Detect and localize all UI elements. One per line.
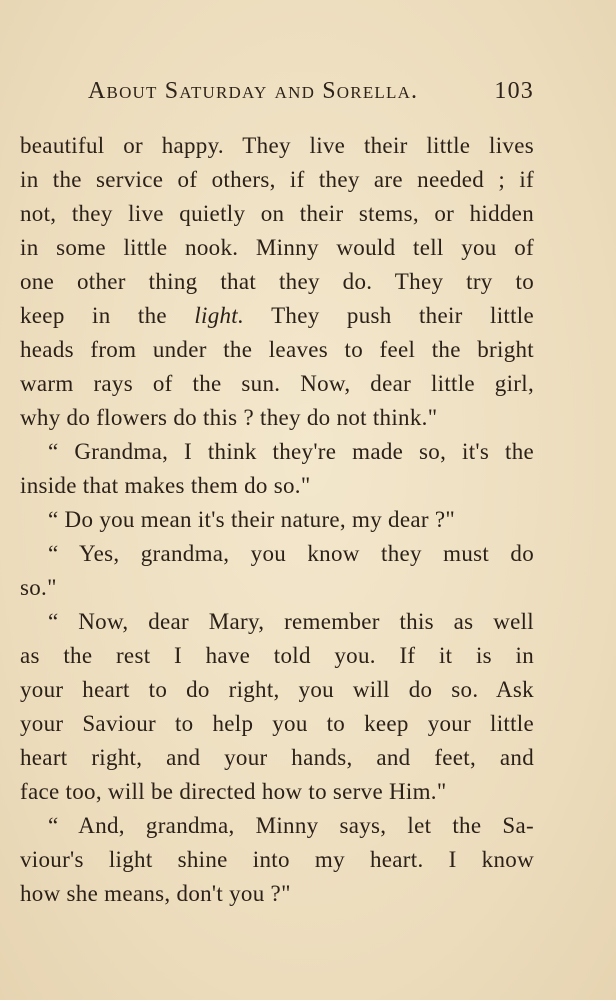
text-line: warm rays of the sun. Now, dear little girl, [20,371,534,396]
text-line: so." [20,575,57,600]
text-line: “ Grandma, I think they're made so, it's the [48,439,534,464]
text-line: “ Yes, grandma, you know they must do [48,541,534,566]
running-head [88,78,534,105]
text-line: in the service of others, if they are needed ; if [20,167,534,192]
text-line: why do flowers do this ? they do not think." [20,405,438,430]
text-line: how she means, don't you ?" [20,881,291,906]
text-line: “ Do you mean it's their nature, my dear ?" [48,507,456,532]
italic-word: light. [194,303,245,328]
text-line: beautiful or happy. They live their little lives [20,133,534,158]
text-line: viour's light shine into my heart. I know [20,847,534,872]
text-line: “ And, grandma, Minny says, let the Sa- [48,813,534,838]
text-line: as the rest I have told you. If it is in [20,643,534,668]
text-line: not, they live quietly on their stems, or hidden [20,201,534,226]
text-line [20,299,534,333]
text-line: heart right, and your hands, and feet, and [20,745,534,770]
body-text [20,129,534,911]
text-line: “ Now, dear Mary, remember this as well [48,609,534,634]
text-line: one other thing that they do. They try to [20,269,534,294]
page-number: 103 [494,78,534,104]
text-line: heads from under the leaves to feel the bright [20,337,534,362]
text-line: inside that makes them do so." [20,473,311,498]
text-segment: They push their little [271,303,534,328]
chapter-title: About Saturday and Sorella. [88,78,419,104]
text-line: your Saviour to help you to keep your little [20,711,534,736]
text-line: your heart to do right, you will do so. Ask [20,677,534,702]
text-line: in some little nook. Minny would tell you of [20,235,534,260]
text-segment: keep in the [20,303,167,328]
text-line: face too, will be directed how to serve Him." [20,779,447,804]
